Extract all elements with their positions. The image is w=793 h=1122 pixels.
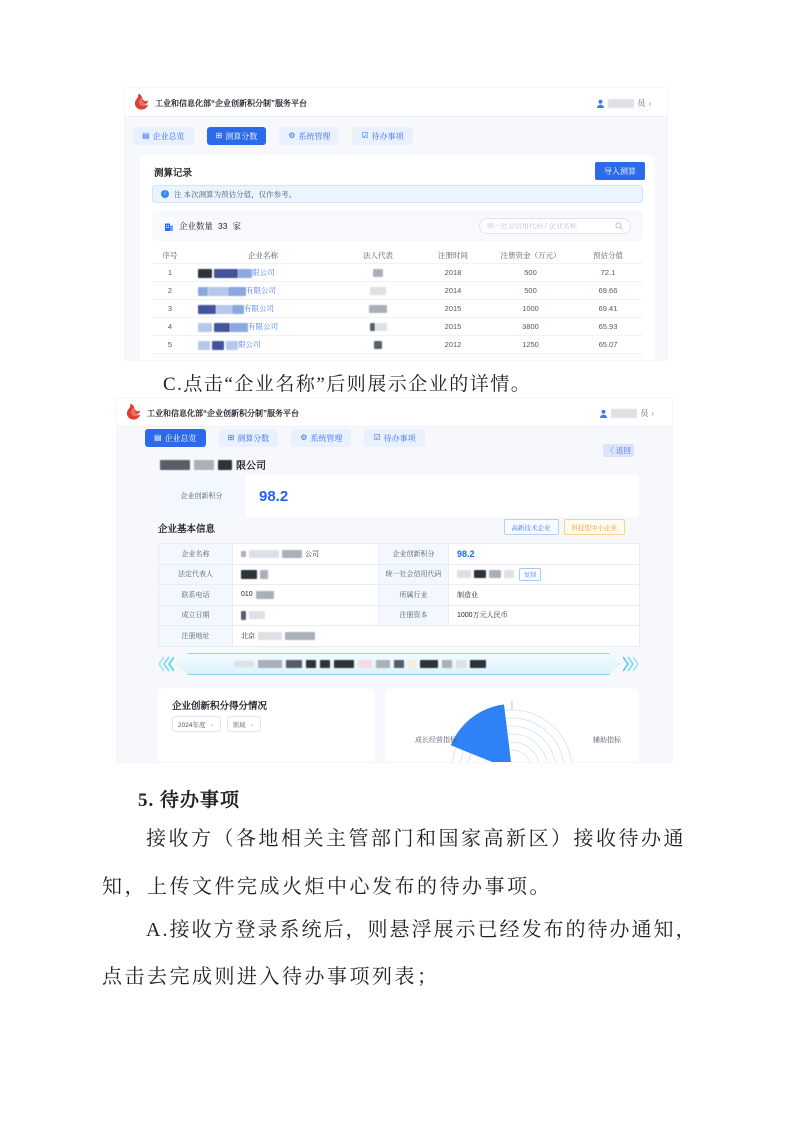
info-row — [159, 585, 639, 606]
redacted-text — [198, 341, 210, 350]
redacted-text — [420, 660, 438, 668]
tab-label: 系统管理 — [298, 131, 331, 141]
redacted-text — [214, 269, 238, 278]
copy-button[interactable]: 复制 — [519, 568, 541, 581]
card-title: 企业创新积分得分情况 — [172, 701, 268, 712]
section-heading: 5. 待办事项 — [138, 790, 241, 811]
paragraph-line: 点击去完成则进入待办事项列表； — [102, 966, 440, 988]
screenshot-score-records — [125, 88, 667, 360]
right-indicator-label: 辅助指标 — [593, 737, 621, 744]
company-name-suffix: 有限公司 — [244, 304, 274, 313]
redacted-text — [208, 287, 228, 296]
user-name-suffix: 员 — [640, 408, 649, 418]
score: 69.66 — [598, 286, 618, 295]
nav-tabs — [145, 429, 425, 447]
tab-enterprise-overview[interactable] — [145, 429, 206, 447]
redacted-text — [282, 550, 302, 558]
label-score: 企业创新积分 — [379, 544, 449, 565]
checklist-icon: ☑ — [361, 131, 369, 140]
company-name-suffix: 有限公司 — [246, 286, 276, 295]
company-name-suffix: 限公司 — [238, 340, 261, 349]
platform-brand: 工业和信息化部“企业创新积分制”服务平台 — [147, 409, 299, 418]
chevron-down-icon: ⌄ — [209, 721, 215, 728]
company-title — [160, 457, 266, 472]
value-phone — [233, 585, 379, 606]
legal-rep-redacted — [338, 268, 418, 277]
label-capital: 注册资本 — [379, 606, 449, 627]
chevron-right-icon: › — [648, 98, 651, 108]
company-name-link[interactable] — [188, 285, 338, 296]
score-label: 企业创新积分 — [158, 475, 245, 517]
redacted-text — [370, 287, 386, 295]
reg-year: 2015 — [444, 304, 462, 313]
score: 65.93 — [598, 322, 618, 331]
year-select-value: 2024年度 — [178, 721, 206, 729]
radial-chart — [385, 688, 639, 762]
redacted-text — [470, 660, 486, 668]
label-company-name: 企业名称 — [159, 544, 233, 565]
redacted-text — [234, 661, 254, 667]
redacted-text — [373, 269, 383, 277]
caption-c: C.点击“企业名称”后则展示企业的详情。 — [163, 374, 532, 395]
user-icon — [596, 99, 605, 108]
redacted-text — [408, 660, 416, 668]
legal-rep-redacted — [338, 340, 418, 349]
basic-info-title: 企业基本信息 — [158, 524, 216, 535]
col-company-name: 企业名称 — [248, 250, 278, 260]
card-title: 测算记录 — [154, 168, 193, 179]
tab-label: 系统管理 — [310, 433, 343, 443]
paragraph-line: 接收方（各地相关主管部门和国家高新区）接收待办通 — [146, 828, 686, 850]
redacted-text — [249, 550, 279, 558]
redacted-text — [198, 305, 216, 314]
redacted-text — [249, 611, 265, 619]
checklist-icon: ☑ — [373, 433, 381, 442]
domain-select-value: 领域 — [232, 721, 246, 729]
redacted-text — [198, 323, 212, 332]
notice-banner — [152, 185, 643, 203]
redacted-text — [241, 551, 246, 557]
badge-hightech: 高新技术企业 — [504, 519, 559, 535]
address-prefix: 北京 — [241, 632, 255, 640]
info-icon: i — [161, 190, 169, 198]
platform-logo-icon — [133, 93, 151, 111]
redacted-text — [241, 570, 257, 579]
company-name-link[interactable] — [188, 339, 338, 350]
company-name-link[interactable] — [188, 267, 338, 278]
redacted-text — [370, 323, 375, 331]
platform-brand: 工业和信息化部“企业创新积分制”服务平台 — [155, 99, 307, 108]
col-est-score: 预估分值 — [593, 250, 623, 260]
calculator-icon: ⊞ — [215, 131, 223, 140]
redacted-text — [238, 269, 252, 278]
info-row — [159, 565, 639, 586]
tab-todo-items[interactable] — [352, 127, 412, 145]
seq: 4 — [167, 322, 173, 331]
redacted-text — [198, 269, 212, 278]
innovation-score-card — [158, 475, 639, 517]
paragraph-line: 知，上传文件完成火炬中心发布的待办事项。 — [102, 876, 552, 898]
year-select[interactable] — [172, 716, 221, 732]
redacted-text — [212, 341, 224, 350]
col-legal-rep: 法人代表 — [363, 250, 393, 260]
reg-year: 2015 — [444, 322, 462, 331]
count-value: 33 — [218, 221, 228, 231]
left-indicator-label: 成长经营指标 — [415, 737, 457, 744]
tab-todo-items[interactable] — [364, 429, 424, 447]
overview-icon: ▤ — [154, 433, 162, 442]
score: 69.41 — [598, 304, 618, 313]
building-icon — [164, 221, 174, 231]
capital: 500 — [524, 268, 537, 277]
label-legal-rep: 法定代表人 — [159, 565, 233, 586]
redacted-text — [216, 305, 232, 314]
redacted-text — [258, 660, 282, 668]
import-calculation-button[interactable]: 导入测算 — [595, 162, 645, 180]
label-address: 注册地址 — [159, 626, 233, 647]
app-header — [117, 398, 672, 427]
table-row — [152, 318, 643, 336]
redacted-text — [285, 632, 315, 640]
paragraph-line: A.接收方登录系统后，则悬浮展示已经发布的待办通知， — [146, 919, 698, 941]
redacted-text — [369, 305, 387, 313]
redacted-username — [608, 99, 634, 108]
value-credit-code — [449, 565, 640, 586]
redacted-text — [375, 323, 387, 331]
redacted-text — [489, 570, 501, 578]
redacted-text — [286, 660, 302, 668]
tab-label: 测算分数 — [237, 433, 270, 443]
table-header-row — [152, 247, 643, 264]
tab-system-management[interactable] — [291, 429, 351, 447]
calculator-icon: ⊞ — [227, 433, 235, 442]
capital: 1250 — [522, 340, 539, 349]
tab-label: 测算分数 — [225, 131, 258, 141]
capital: 500 — [524, 286, 537, 295]
info-row — [159, 544, 639, 565]
redacted-text — [442, 660, 452, 668]
label-phone: 联系电话 — [159, 585, 233, 606]
redacted-text — [198, 287, 208, 296]
filters — [172, 716, 261, 732]
tab-label: 企业总览 — [152, 131, 185, 141]
redacted-text — [376, 660, 390, 668]
col-reg-date: 注册时间 — [438, 250, 468, 260]
value-capital: 1000万元人民币 — [449, 606, 640, 627]
redacted-text — [457, 570, 471, 578]
redacted-text — [456, 660, 466, 668]
col-reg-capital: 注册资金（万元） — [500, 250, 561, 260]
user-menu[interactable] — [596, 97, 651, 109]
redacted-text — [260, 570, 268, 579]
user-menu[interactable] — [599, 407, 654, 419]
nav-tabs — [133, 127, 413, 145]
app-header — [125, 88, 667, 117]
gear-icon: ⚙ — [288, 131, 296, 140]
tab-score-calculation[interactable] — [207, 127, 267, 145]
count-label: 企业数量 — [179, 221, 214, 231]
company-name-link[interactable] — [188, 303, 338, 314]
company-name-suffix: 有限公司 — [248, 322, 279, 331]
back-link[interactable]: 〈 返回 — [603, 444, 634, 457]
tab-enterprise-overview[interactable] — [133, 127, 194, 145]
search-box — [479, 218, 631, 234]
redacted-text — [258, 632, 282, 640]
count-search-panel — [152, 211, 643, 241]
company-name-link[interactable] — [188, 321, 338, 332]
redacted-text — [160, 460, 190, 470]
company-name-suffix: 公司 — [305, 550, 319, 558]
company-name-suffix: 限公司 — [252, 268, 275, 277]
table-row — [152, 336, 643, 354]
redacted-text — [226, 341, 238, 350]
count-unit: 家 — [232, 221, 241, 231]
redacted-text — [218, 460, 232, 470]
info-row — [159, 626, 639, 647]
info-row — [159, 606, 639, 627]
value-found-date — [233, 606, 379, 627]
redacted-text — [228, 287, 246, 296]
search-input[interactable] — [487, 223, 611, 230]
notice-text: 注 本次测算为预估分值，仅作参考。 — [174, 189, 297, 199]
label-found-date: 成立日期 — [159, 606, 233, 627]
value-score: 98.2 — [449, 544, 640, 565]
badge-sme: 科技型中小企业 — [564, 519, 626, 535]
reg-year: 2014 — [444, 286, 462, 295]
screenshot-company-detail — [117, 398, 672, 762]
redacted-text — [232, 305, 244, 314]
indicator-radial-chart-card — [385, 688, 639, 762]
capital: 1000 — [522, 304, 539, 313]
redacted-text — [256, 591, 274, 599]
marquee-right-chevrons-icon — [623, 655, 639, 673]
marquee-bar — [177, 653, 620, 675]
seq: 3 — [167, 304, 173, 313]
redacted-text — [194, 460, 214, 470]
redacted-text — [230, 323, 248, 332]
overview-icon: ▤ — [142, 131, 150, 140]
redacted-text — [241, 611, 246, 620]
company-title-suffix: 限公司 — [236, 461, 266, 472]
chevron-down-icon: ⌄ — [249, 721, 255, 728]
table-row — [152, 282, 643, 300]
redacted-text — [358, 660, 372, 668]
marquee-left-chevrons-icon — [158, 655, 174, 673]
reg-year: 2012 — [444, 340, 462, 349]
user-icon — [599, 409, 608, 418]
notice-marquee — [158, 652, 639, 676]
score: 72.1 — [600, 268, 616, 277]
score: 65.07 — [598, 340, 618, 349]
user-name-suffix: 员 — [637, 98, 646, 108]
chevron-right-icon: › — [651, 408, 654, 418]
company-count — [164, 220, 241, 232]
tab-system-management[interactable] — [279, 127, 339, 145]
table-row — [152, 264, 643, 282]
tab-label: 待办事项 — [383, 433, 416, 443]
label-credit-code: 统一社会信用代码 — [379, 565, 449, 586]
redacted-text — [504, 570, 514, 578]
basic-info-table — [158, 543, 639, 647]
value-legal-rep — [233, 565, 379, 586]
redacted-text — [306, 660, 316, 668]
tab-label: 企业总览 — [164, 433, 197, 443]
table-row — [152, 300, 643, 318]
tab-label: 待办事项 — [371, 131, 404, 141]
value-industry: 制造业 — [449, 585, 640, 606]
redacted-text — [394, 660, 404, 668]
capital: 3800 — [522, 322, 539, 331]
redacted-text — [214, 323, 230, 332]
score-value: 98.2 — [259, 487, 289, 505]
label-industry: 所属行业 — [379, 585, 449, 606]
value-company-name — [233, 544, 379, 565]
tab-score-calculation[interactable] — [219, 429, 279, 447]
search-icon[interactable] — [615, 222, 623, 230]
redacted-text — [334, 660, 354, 668]
seq: 1 — [167, 268, 173, 277]
redacted-text — [374, 341, 382, 349]
score-records-card — [140, 155, 655, 360]
redacted-username — [611, 409, 637, 418]
redacted-text — [320, 660, 330, 668]
platform-logo-icon — [125, 403, 143, 421]
reg-year: 2018 — [444, 268, 462, 277]
seq: 5 — [167, 340, 173, 349]
legal-rep-redacted — [338, 286, 418, 295]
value-address — [233, 626, 640, 647]
redacted-text — [474, 570, 486, 578]
qualification-badges — [504, 519, 626, 535]
legal-rep-redacted — [338, 322, 418, 331]
phone-prefix: 010 — [241, 591, 253, 599]
col-seq: 序号 — [162, 250, 178, 260]
seq: 2 — [167, 286, 173, 295]
domain-select[interactable] — [227, 716, 261, 732]
gear-icon: ⚙ — [300, 433, 308, 442]
legal-rep-redacted — [338, 304, 418, 313]
records-table — [152, 247, 643, 354]
score-breakdown-card — [158, 688, 375, 762]
